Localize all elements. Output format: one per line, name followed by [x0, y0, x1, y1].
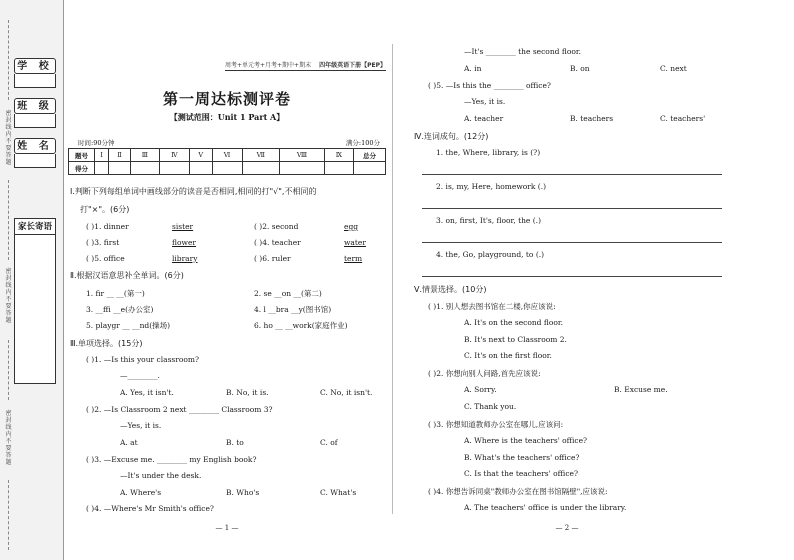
s2-q4[interactable]: 4. l __bra __y(图书馆): [254, 305, 332, 314]
s2-q2[interactable]: 2. se __on __(第二): [254, 289, 322, 298]
cut-line: [8, 20, 9, 100]
score-cell[interactable]: [242, 162, 279, 175]
score-cell[interactable]: [159, 162, 189, 175]
seal-notice-2: 密封线内不要答题: [5, 268, 12, 324]
score-header-cell: 总分: [354, 149, 386, 162]
s5-q2-opt-b[interactable]: B. Excuse me.: [614, 385, 668, 394]
s2-q1[interactable]: 1. fir __ __(第一): [86, 289, 145, 298]
s5-q3[interactable]: ( )3. 你想知道教师办公室在哪儿,应该问:: [428, 420, 564, 429]
score-header-cell: Ⅰ: [95, 149, 109, 162]
score-header-cell: Ⅷ: [280, 149, 325, 162]
school-field: [14, 58, 60, 88]
s5-q3-opt-b[interactable]: B. What's the teachers' office?: [464, 453, 580, 462]
s1-q2-word2: egg: [344, 222, 359, 231]
page-number-1: — 1 —: [215, 524, 239, 532]
s5-q3-opt-a[interactable]: A. Where is the teachers' office?: [464, 436, 588, 445]
s3-q5[interactable]: ( )5. —Is this the ________ office?: [428, 81, 551, 90]
name-label: 姓 名: [14, 138, 56, 154]
section-2-title: Ⅱ.根据汉语意思补全单词。(6分): [70, 271, 184, 280]
time-limit: 时间:90分钟: [78, 139, 115, 147]
score-header-cell: 题号: [69, 149, 95, 162]
s2-q3[interactable]: 3. __ffi __e(办公室): [86, 305, 154, 314]
score-cell[interactable]: [324, 162, 353, 175]
page-title: 第一周达标测评卷: [162, 90, 291, 108]
section-4-title: Ⅳ.连词成句。(12分): [414, 132, 489, 141]
s1-q3[interactable]: ( )3. first: [86, 238, 120, 247]
s4-q1: 1. the, Where, library, is (?): [436, 148, 541, 157]
s3-q5-opt-a[interactable]: A. teacher: [464, 114, 504, 123]
s1-q6-word2: term: [344, 254, 363, 263]
s1-q5-word2: library: [172, 254, 198, 263]
s5-q1-opt-b[interactable]: B. It's next to Classroom 2.: [464, 335, 567, 344]
s3-q1[interactable]: ( )1. —Is this your classroom?: [86, 355, 200, 364]
parent-comment-box[interactable]: [14, 218, 56, 384]
s5-q4[interactable]: ( )4. 你想告诉同桌"教师办公室在图书馆隔壁",应该说:: [428, 487, 608, 496]
binding-strip: [0, 0, 64, 560]
test-scope: 【测试范围：Unit 1 Part A】: [169, 112, 285, 122]
s3-q5-opt-c[interactable]: C. teachers': [660, 114, 706, 123]
s1-q3-word2: flower: [172, 238, 196, 247]
cut-line: [8, 480, 9, 550]
s1-q1-word2: sister: [172, 222, 194, 231]
s3-q2-opt-a[interactable]: A. at: [120, 438, 138, 447]
s4-q2-answer-line[interactable]: [422, 208, 722, 209]
s5-q2-opt-a[interactable]: A. Sorry.: [464, 385, 497, 394]
score-header-cell: Ⅵ: [212, 149, 242, 162]
school-input[interactable]: [14, 74, 56, 88]
seal-notice-3: 密封线内不要答题: [5, 410, 12, 466]
parent-comment-label: 家长寄语: [15, 219, 55, 235]
s1-q5[interactable]: ( )5. office: [86, 254, 125, 263]
series-text: 周考+单元考+月考+期中+期末: [224, 62, 312, 69]
name-field: [14, 138, 60, 168]
s3-q1-opt-b[interactable]: B. No, it is.: [226, 388, 269, 397]
s5-q2[interactable]: ( )2. 你想向别人问路,首先应该说:: [428, 369, 541, 378]
right-column: [402, 0, 732, 560]
s3-q4[interactable]: ( )4. —Where's Mr Smith's office?: [86, 504, 214, 513]
s5-q4-opt-a[interactable]: A. The teachers' office is under the library.: [464, 503, 627, 512]
s1-q4-word2: water: [344, 238, 366, 247]
score-header-cell: Ⅲ: [130, 149, 159, 162]
class-field: [14, 98, 60, 128]
s3-q2-opt-b[interactable]: B. to: [226, 438, 244, 447]
grade-text: 四年级英语下册【PEP】: [319, 62, 386, 69]
s3-q4-opt-b[interactable]: B. on: [570, 64, 590, 73]
s5-q3-opt-c[interactable]: C. Is that the teachers' office?: [464, 469, 578, 478]
cut-line: [8, 180, 9, 260]
s3-q4-opt-c[interactable]: C. next: [660, 64, 687, 73]
score-cell[interactable]: [130, 162, 159, 175]
score-header-cell: Ⅳ: [159, 149, 189, 162]
score-header-cell: Ⅴ: [189, 149, 212, 162]
score-cell[interactable]: [354, 162, 386, 175]
s3-q1-answer: —________.: [120, 371, 160, 380]
score-cell[interactable]: [189, 162, 212, 175]
class-label: 班 级: [14, 98, 56, 114]
s5-q1-opt-a[interactable]: A. It's on the second floor.: [464, 318, 564, 327]
section-3-title: Ⅲ.单项选择。(15分): [70, 339, 143, 348]
s3-q4-answer: —It's ________ the second floor.: [464, 47, 582, 56]
s3-q4-opt-a[interactable]: A. in: [464, 64, 482, 73]
series-tag: [225, 60, 386, 71]
s4-q1-answer-line[interactable]: [422, 174, 722, 175]
full-score: 满分:100分: [345, 139, 380, 147]
s3-q5-opt-b[interactable]: B. teachers: [570, 114, 614, 123]
s4-q2: 2. is, my, Here, homework (.): [436, 182, 547, 191]
score-table-header-row: [69, 149, 386, 162]
s3-q5-answer: —Yes, it is.: [464, 97, 506, 106]
s3-q2-opt-c[interactable]: C. of: [320, 438, 338, 447]
score-table-score-row: [69, 162, 386, 175]
score-cell[interactable]: [212, 162, 242, 175]
s5-q2-opt-c[interactable]: C. Thank you.: [464, 402, 517, 411]
s1-q6[interactable]: ( )6. ruler: [254, 254, 291, 263]
s3-q3-opt-c[interactable]: C. What's: [320, 488, 357, 497]
score-header-cell: Ⅶ: [242, 149, 279, 162]
s1-q2[interactable]: ( )2. second: [254, 222, 299, 231]
score-header-cell: Ⅸ: [324, 149, 353, 162]
s4-q3: 3. on, first, It's, floor, the (.): [436, 216, 541, 225]
score-table: [68, 148, 386, 175]
s4-q4: 4. the, Go, playground, to (.): [436, 250, 545, 259]
s4-q4-answer-line[interactable]: [422, 276, 722, 277]
s3-q1-opt-a[interactable]: A. Yes, it isn't.: [120, 388, 174, 397]
score-row-label: 得分: [69, 162, 95, 175]
cut-line: [8, 340, 9, 400]
score-cell[interactable]: [95, 162, 109, 175]
section-5-title: Ⅴ.情景选择。(10分): [414, 285, 487, 294]
s2-q6[interactable]: 6. ho __ __work(家庭作业): [254, 321, 348, 330]
score-header-cell: Ⅱ: [109, 149, 131, 162]
column-divider: [392, 44, 393, 514]
name-input[interactable]: [14, 154, 56, 168]
s1-q4[interactable]: ( )4. teacher: [254, 238, 301, 247]
score-cell[interactable]: [280, 162, 325, 175]
s3-q3-opt-a[interactable]: A. Where's: [120, 488, 162, 497]
s5-q1-opt-c[interactable]: C. It's on the first floor.: [464, 351, 552, 360]
s4-q3-answer-line[interactable]: [422, 242, 722, 243]
section-1-title-cont: 打"×"。(6分): [80, 205, 130, 214]
seal-notice-1: 密封线内不要答题: [5, 110, 12, 166]
left-column: [68, 0, 386, 560]
s2-q5[interactable]: 5. playgr __ __nd(操场): [86, 321, 171, 330]
s3-q2[interactable]: ( )2. —Is Classroom 2 next ________ Classroom 3?: [86, 405, 273, 414]
s3-q1-opt-c[interactable]: C. No, it isn't.: [320, 388, 373, 397]
s3-q3-opt-b[interactable]: B. Who's: [226, 488, 260, 497]
school-label: 学 校: [14, 58, 56, 74]
s1-q1[interactable]: ( )1. dinner: [86, 222, 129, 231]
s5-q1[interactable]: ( )1. 别人想去图书馆在二楼,你应该说:: [428, 302, 556, 311]
s3-q3-answer: —It's under the desk.: [120, 471, 202, 480]
class-input[interactable]: [14, 114, 56, 128]
s3-q2-answer: —Yes, it is.: [120, 421, 162, 430]
s3-q3[interactable]: ( )3. —Excuse me. ________ my English book?: [86, 455, 257, 464]
page-number-2: — 2 —: [555, 524, 579, 532]
score-cell[interactable]: [109, 162, 131, 175]
section-1-title: Ⅰ.判断下列每组单词中画线部分的读音是否相同,相同的打"√",不相同的: [70, 187, 317, 196]
